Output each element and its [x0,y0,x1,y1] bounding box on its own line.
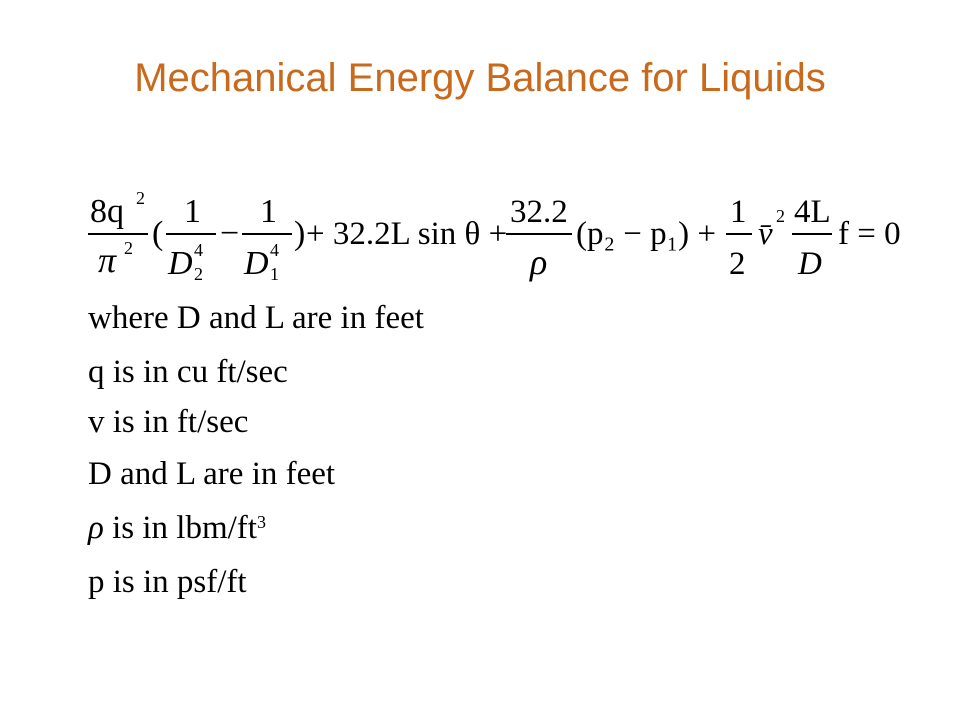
eq-frac-a-den-sup: 4 [194,240,203,260]
eq-tail: f = 0 [838,216,901,252]
eq-term1-denominator: π [98,240,117,280]
eq-frac-d-denominator: 2 [729,246,746,282]
eq-frac-d-numerator: 1 [730,194,747,230]
equation-svg [86,178,926,296]
eq-frac-b-numerator: 1 [260,193,277,230]
eq-minus: − [220,215,240,252]
eq-term1-numerator: 8q [90,193,124,230]
eq-frac-c-denominator: ρ [530,242,548,282]
eq-plus-term: + 32.2L sin θ + [306,216,508,252]
eq-frac-c-numerator: 32.2 [510,194,568,230]
density-symbol: ρ [88,510,104,546]
note-line-4: D and L are in feet [88,456,336,492]
eq-term1-numerator-exp: 2 [136,188,145,208]
energy-balance-equation [86,178,926,296]
eq-velocity-exp: 2 [776,206,785,226]
eq-frac-a-numerator: 1 [184,193,201,230]
note-line-2: q is in cu ft/sec [88,354,288,390]
eq-frac-a-den-sub: 2 [194,264,203,284]
eq-velocity: v̄ [758,216,773,252]
note-line-5: p is in psf/ft [88,564,247,600]
note-line-density [88,508,266,548]
eq-frac-e-numerator: 4L [794,194,831,230]
eq-frac-b-den-sub: 1 [270,264,279,284]
slide-title: Mechanical Energy Balance for Liquids [134,56,826,100]
eq-frac-b-den-sup: 4 [270,240,279,260]
eq-close-paren: ) [294,215,306,252]
note-line-3: v is in ft/sec [88,404,249,440]
eq-frac-e-denominator: D [798,246,822,282]
density-exponent: 3 [256,512,266,532]
density-text: is in lbm/ft [103,510,257,546]
eq-frac-a-denominator: D [168,245,193,282]
note-line-1: where D and L are in feet [88,300,424,336]
eq-open-paren: ( [152,215,164,252]
eq-term1-denominator-exp: 2 [124,238,133,258]
eq-frac-b-denominator: D [244,245,269,282]
eq-pressure-term: (p₂ − p₁) + [576,216,716,252]
